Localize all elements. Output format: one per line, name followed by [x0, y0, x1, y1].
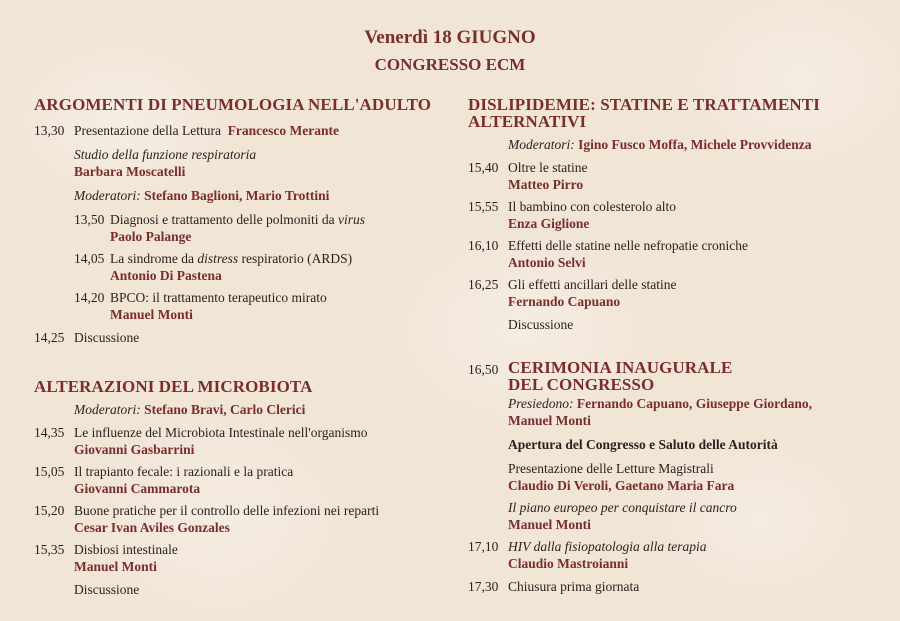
item-text: Discussione: [508, 317, 574, 332]
lectures-speakers: Claudio Di Veroli, Gaetano Maria Fara: [508, 478, 735, 493]
program-item: [34, 289, 434, 323]
item-text: Buone pratiche per il controllo delle infezioni nei reparti: [74, 503, 380, 518]
item-time: 15,35: [34, 542, 65, 557]
section-title-dislipidemie: [468, 96, 868, 130]
item-speaker: Giovanni Gasbarrini: [74, 442, 195, 457]
program-item: [34, 250, 434, 284]
item-time: 15,05: [34, 464, 65, 479]
item-time: 17,30: [468, 579, 499, 594]
presidents: [468, 395, 868, 429]
item-text: Diagnosi e trattamento delle polmoniti da: [110, 212, 338, 227]
item-time: 17,10: [468, 539, 499, 554]
item-time: 15,20: [34, 503, 65, 518]
program-item: [468, 316, 868, 333]
program-item: [468, 237, 868, 271]
item-time: 13,50: [74, 212, 105, 227]
lectures-block: [468, 460, 868, 494]
item-text: Chiusura prima giornata: [508, 579, 640, 594]
moderators: [468, 136, 868, 153]
item-time: 14,25: [34, 330, 65, 345]
section-title-microbiota: ALTERAZIONI DEL MICROBIOTA: [34, 377, 313, 396]
item-text: Oltre le statine: [508, 160, 588, 175]
program-item: [34, 541, 434, 575]
item-time: 16,25: [468, 277, 499, 292]
moderators-names: Stefano Bravi, Carlo Clerici: [144, 402, 306, 417]
item-time: 15,55: [468, 199, 499, 214]
item-speaker: Matteo Pirro: [508, 177, 584, 192]
item-time: 16,50: [468, 362, 499, 377]
program-item: [34, 581, 434, 598]
item-speaker: Enza Giglione: [508, 216, 590, 231]
item-text: Effetti delle statine nelle nefropatie croniche: [508, 238, 749, 253]
lecture-speaker: Manuel Monti: [508, 517, 591, 532]
item-time: 13,30: [34, 123, 65, 138]
item-text: Gli effetti ancillari delle statine: [508, 277, 677, 292]
ceremony-heading: [468, 359, 868, 393]
program-item: [34, 211, 434, 245]
item-text-tail: respiratorio (ARDS): [238, 251, 353, 266]
presidents-label: Presiedono:: [508, 396, 574, 411]
item-text: Presentazione della Lettura: [74, 123, 221, 138]
item-speaker: Paolo Palange: [110, 229, 192, 244]
program-item: [468, 198, 868, 232]
program-item: [468, 276, 868, 310]
item-time: 14,05: [74, 251, 105, 266]
item-text: Discussione: [74, 330, 140, 345]
right-column: [468, 96, 868, 595]
item-text-italic: distress: [197, 251, 239, 266]
item-speaker: Antonio Di Pastena: [110, 268, 222, 283]
moderators-label: Moderatori:: [74, 188, 141, 203]
item-text: Il trapianto fecale: i razionali e la pratica: [74, 464, 294, 479]
item-text: Le influenze del Microbiota Intestinale nell'organismo: [74, 425, 368, 440]
item-text: Disbiosi intestinale: [74, 542, 178, 557]
opening-text: Apertura del Congresso e Saluto delle Autorità: [508, 437, 778, 452]
item-speaker: Antonio Selvi: [508, 255, 586, 270]
program-item: [34, 122, 434, 139]
lecture-block: [34, 146, 434, 180]
item-time: 14,35: [34, 425, 65, 440]
lectures-text: Presentazione delle Letture Magistrali: [508, 461, 714, 476]
moderators-label: Moderatori:: [508, 137, 575, 152]
item-text: Il bambino con colesterolo alto: [508, 199, 676, 214]
program-item: [468, 538, 868, 572]
item-speaker: Fernando Capuano: [508, 294, 621, 309]
section-title-pneumologia: ARGOMENTI DI PNEUMOLOGIA NELL'ADULTO: [34, 95, 432, 114]
program-item: [34, 329, 434, 346]
presidents-names: Fernando Capuano, Giuseppe Giordano,: [576, 396, 813, 411]
item-text-italic: virus: [337, 212, 365, 227]
page-date: Venerdì 18 GIUGNO: [364, 27, 536, 48]
item-speaker: Manuel Monti: [74, 559, 157, 574]
item-speaker: Claudio Mastroianni: [508, 556, 629, 571]
section-title-line1: DISLIPIDEMIE: STATINE E TRATTAMENTI: [468, 95, 820, 114]
program-item: [468, 159, 868, 193]
section-title-line1: CERIMONIA INAUGURALE: [508, 358, 733, 377]
item-time: 14,20: [74, 290, 105, 305]
presidents-names-line2: Manuel Monti: [508, 413, 591, 428]
moderators-names: Igino Fusco Moffa, Michele Provvidenza: [578, 137, 812, 152]
left-column: [34, 96, 434, 598]
lecture-block: [468, 499, 868, 533]
page-subtitle: CONGRESSO ECM: [374, 55, 526, 74]
program-item: [34, 463, 434, 497]
item-speaker: Francesco Merante: [227, 123, 340, 138]
item-time: 15,40: [468, 160, 499, 175]
item-text: Discussione: [74, 582, 140, 597]
section-title-line2: ALTERNATIVI: [468, 112, 587, 131]
item-speaker: Giovanni Cammarota: [74, 481, 201, 496]
moderators-names: Stefano Baglioni, Mario Trottini: [144, 188, 330, 203]
program-item: [34, 424, 434, 458]
lecture-title: Studio della funzione respiratoria: [74, 147, 257, 162]
moderators: [34, 401, 434, 418]
program-item: [34, 502, 434, 536]
lecture-speaker: Barbara Moscatelli: [74, 164, 186, 179]
moderators-label: Moderatori:: [74, 402, 141, 417]
item-time: 16,10: [468, 238, 499, 253]
item-text: HIV dalla fisiopatologia alla terapia: [508, 539, 707, 554]
program-item: [468, 578, 868, 595]
item-text: BPCO: il trattamento terapeutico mirato: [110, 290, 327, 305]
lecture-title: Il piano europeo per conquistare il cancro: [508, 500, 737, 515]
section-title-line2: DEL CONGRESSO: [508, 375, 655, 394]
item-text: La sindrome da: [110, 251, 198, 266]
item-speaker: Cesar Ivan Aviles Gonzales: [74, 520, 230, 535]
item-speaker: Manuel Monti: [110, 307, 193, 322]
moderators: [34, 187, 434, 204]
